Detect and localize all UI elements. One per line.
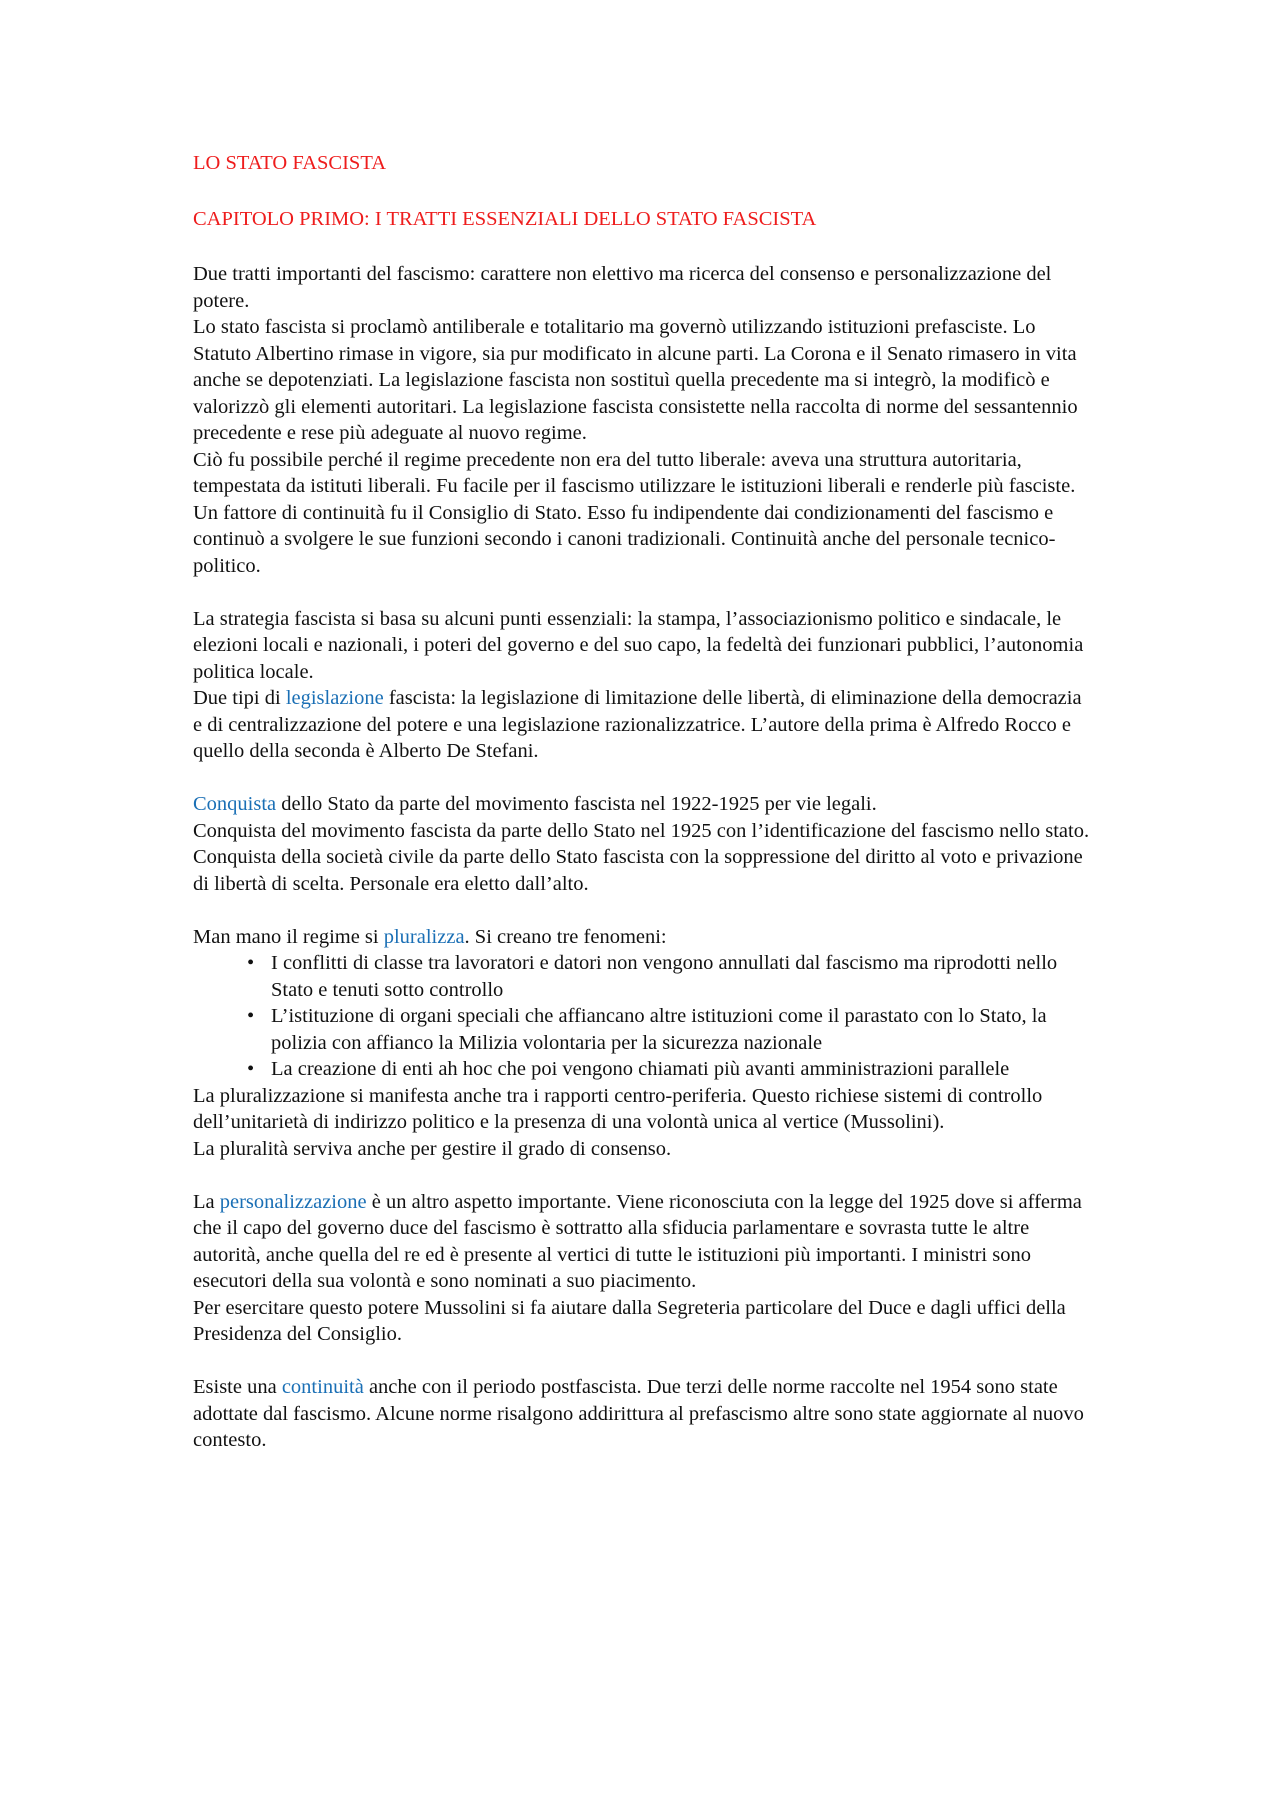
paragraph-text: Esiste una xyxy=(193,1376,282,1398)
paragraph-text: . Si creano tre fenomeni: xyxy=(464,925,667,948)
paragraph: La pluralizzazione si manifesta anche tra i rapporti centro-periferia. Questo richiese sistemi di controllo dell’unitarietà di indirizzo politico e la presenza di una volontà unica al vertice (Mussolini). xyxy=(193,1084,1043,1133)
list-item xyxy=(247,950,1093,1003)
list-item-text: I conflitti di classe tra lavoratori e datori non vengono annullati dal fascismo ma riprodotti nello Stato e tenuti sotto controllo xyxy=(271,952,1058,1001)
spacer xyxy=(193,765,1093,792)
list-item-text: La creazione di enti ah hoc che poi vengono chiamati più avanti amministrazioni parallele xyxy=(271,1058,1010,1080)
chapter-heading: CAPITOLO PRIMO: I TRATTI ESSENZIALI DELLO STATO FASCISTA xyxy=(193,207,817,230)
list-item xyxy=(247,1056,1093,1083)
paragraph xyxy=(193,1374,1093,1454)
paragraph: Conquista della società civile da parte dello Stato fascista con la soppressione del diritto al voto e privazione di libertà di scelta. Personale era eletto dall’alto. xyxy=(193,846,1083,895)
paragraph: La pluralità serviva anche per gestire il grado di consenso. xyxy=(193,1137,672,1160)
spacer xyxy=(193,897,1093,924)
pluralizza-link[interactable]: pluralizza xyxy=(383,925,465,948)
paragraph: Conquista del movimento fascista da parte dello Stato nel 1925 con l’identificazione del fascismo nello stato. xyxy=(193,819,1090,842)
spacer xyxy=(193,1348,1093,1375)
paragraph-text: La xyxy=(193,1190,220,1213)
paragraph-text: Due tipi di xyxy=(193,687,286,709)
section-intro xyxy=(193,261,1093,579)
spacer xyxy=(193,1162,1093,1189)
paragraph-text: fascista: la legislazione di limitazione delle libertà, di eliminazione della democrazia e di centralizzazione del potere e una legislazione razionalizzatrice. L’autore della prima è Alfredo Rocco e quello della seconda è Alberto De Stefani. xyxy=(193,687,1082,762)
bullet-list xyxy=(193,950,1093,1083)
paragraph xyxy=(193,791,1093,818)
legislazione-link[interactable]: legislazione xyxy=(285,687,384,709)
bullet-icon: • xyxy=(247,952,255,974)
section-pluralizza xyxy=(193,924,1093,1163)
section-conquista xyxy=(193,791,1093,897)
section-continuita xyxy=(193,1374,1093,1454)
bullet-icon: • xyxy=(247,1058,255,1080)
document-title: LO STATO FASCISTA xyxy=(193,152,387,174)
paragraph: La strategia fascista si basa su alcuni punti essenziali: la stampa, l’associazionismo politico e sindacale, le elezioni locali e nazionali, i poteri del governo e del suo capo, la fedeltà dei funzionari pubblici, l’autonomia politica locale. xyxy=(193,607,1084,683)
spacer xyxy=(193,579,1093,606)
paragraph-text: è un altro aspetto importante. Viene riconosciuta con la legge del 1925 dove si afferma che il capo del governo duce del fascismo è sottratto alla sfiducia parlamentare e sovrasta tutte le altre autorità, anche quella del re ed è presente al vertici di tutte le istituzioni più importanti. I ministri sono esecutori della sua volontà e sono nominati a suo piacimento. xyxy=(193,1190,1082,1292)
paragraph-text: Man mano il regime si xyxy=(193,925,384,948)
section-strategy xyxy=(193,606,1093,765)
section-personalizzazione xyxy=(193,1189,1093,1348)
bullet-icon: • xyxy=(247,1005,255,1027)
paragraph: Lo stato fascista si proclamò antiliberale e totalitario ma governò utilizzando istituzioni prefasciste. Lo Statuto Albertino rimase in vigore, sia pur modificato in alcune parti. La Corona e il Senato rimasero in vita anche se depotenziati. La legislazione fascista non sostituì quella precedente ma si integrò, la modificò e valorizzò gli elementi autoritari. La legislazione fascista consistette nella raccolta di norme del sessantennio precedente e rese più adeguate al nuovo regime. xyxy=(193,316,1078,444)
list-item xyxy=(247,1003,1093,1056)
paragraph xyxy=(193,924,1093,951)
paragraph: Un fattore di continuità fu il Consiglio di Stato. Esso fu indipendente dai condizionamenti del fascismo e continuò a svolgere le sue funzioni secondo i canoni tradizionali. Continuità anche del personale tecnico-politico. xyxy=(193,501,1056,577)
paragraph-text: dello Stato da parte del movimento fascista nel 1922-1925 per vie legali. xyxy=(276,793,877,815)
document-page xyxy=(193,150,1093,1454)
paragraph xyxy=(193,1189,1093,1295)
personalizzazione-link[interactable]: personalizzazione xyxy=(219,1190,367,1213)
paragraph-text: anche con il periodo postfascista. Due terzi delle norme raccolte nel 1954 sono state adottate dal fascismo. Alcune norme risalgono addirittura al prefascismo altre sono state aggiornate al nuovo contesto. xyxy=(193,1376,1084,1451)
list-item-text: L’istituzione di organi speciali che affiancano altre istituzioni come il parastato con lo Stato, la polizia con affianco la Milizia volontaria per la sicurezza nazionale xyxy=(271,1005,1047,1054)
continuita-link[interactable]: continuità xyxy=(281,1376,364,1398)
paragraph xyxy=(193,685,1093,765)
paragraph: Ciò fu possibile perché il regime precedente non era del tutto liberale: aveva una struttura autoritaria, tempestata da istituti liberali. Fu facile per il fascismo utilizzare le istituzioni liberali e renderle più fasciste. xyxy=(193,448,1076,497)
paragraph: Due tratti importanti del fascismo: carattere non elettivo ma ricerca del consenso e personalizzazione del potere. xyxy=(193,263,1052,312)
conquista-link[interactable]: Conquista xyxy=(193,793,277,815)
paragraph: Per esercitare questo potere Mussolini si fa aiutare dalla Segreteria particolare del Duce e dagli uffici della Presidenza del Consiglio. xyxy=(193,1296,1066,1345)
